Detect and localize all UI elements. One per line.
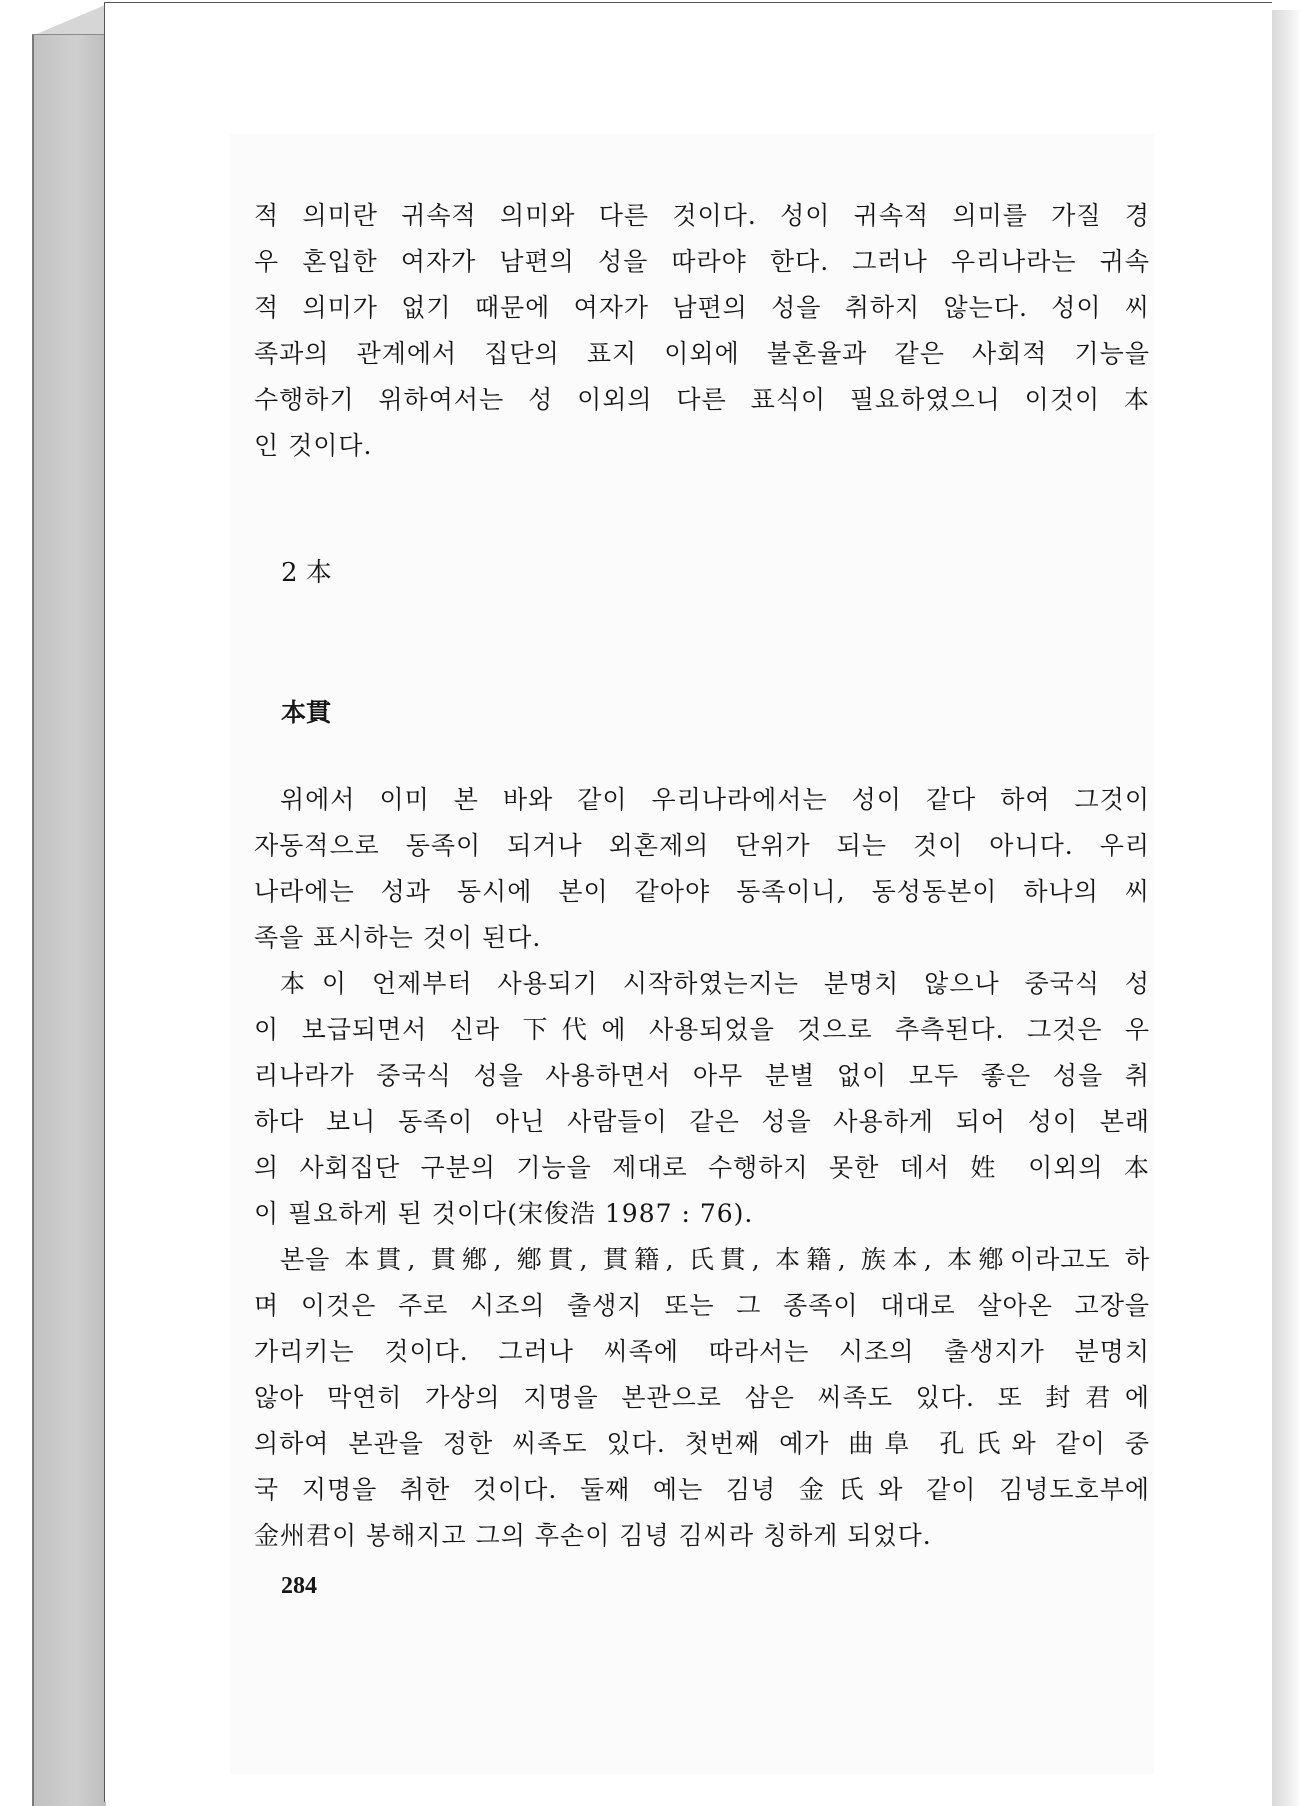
text-line: 적 의미란 귀속적 의미와 다른 것이다. 성이 귀속적 의미를 가질 경 [254,201,1150,230]
text-line: 이 필요하게 된 것이다(宋俊浩 1987 : 76). [254,1199,754,1228]
text-line: 가리키는 것이다. 그러나 씨족에 따라서는 시조의 출생지가 분명치 [254,1337,1150,1366]
text-line: 하다 보니 동족이 아닌 사람들이 같은 성을 사용하게 되어 성이 본래 [254,1107,1150,1136]
text-line: 국 지명을 취한 것이다. 둘째 예는 김녕 金氏와 같이 김녕도호부에 [254,1475,1150,1504]
text-line: 자동적으로 동족이 되거나 외혼제의 단위가 되는 것이 아니다. 우리 [254,831,1150,860]
text-line: 족과의 관계에서 집단의 표지 이외에 불혼율과 같은 사회적 기능을 [254,339,1150,368]
body-text [254,777,1150,1559]
text-line: 의하여 본관을 정한 씨족도 있다. 첫번째 예가 曲阜 孔氏와 같이 중 [254,1429,1150,1458]
text-line: 본을 本貫, 貫鄕, 鄕貫, 貫籍, 氏貫, 本籍, 族本, 本鄕이라고도 하 [280,1245,1150,1274]
text-line: 나라에는 성과 동시에 본이 같아야 동족이니, 동성동본이 하나의 씨 [254,877,1150,906]
text-line: 우 혼입한 여자가 남편의 성을 따라야 한다. 그러나 우리나라는 귀속 [254,247,1150,276]
text-line: 의 사회집단 구분의 기능을 제대로 수행하지 못한 데서 姓 이외의 本 [254,1153,1150,1182]
book-spine [32,34,106,1806]
section-heading: 2 本 [281,558,332,588]
page-number: 284 [281,1573,317,1599]
text-line: 本이 언제부터 사용되기 시작하였는지는 분명치 않으나 중국식 성 [280,969,1150,998]
page-shadow [1272,10,1302,1806]
continued-paragraph [254,193,1150,469]
text-line: 위에서 이미 본 바와 같이 우리나라에서는 성이 같다 하여 그것이 [280,785,1150,814]
text-line: 金州君이 봉해지고 그의 후손이 김녕 김씨라 칭하게 되었다. [254,1521,932,1550]
text-line: 수행하기 위하여서는 성 이외의 다른 표식이 필요하였으니 이것이 本 [254,385,1150,414]
book-top-edge [32,2,112,36]
subheading: 本貫 [281,698,332,727]
text-line: 족을 표시하는 것이 된다. [254,923,542,952]
text-line: 인 것이다. [254,431,373,460]
text-line: 며 이것은 주로 시조의 출생지 또는 그 종족이 대대로 살아온 고장을 [254,1291,1150,1320]
text-line: 이 보급되면서 신라 下代에 사용되었을 것으로 추측된다. 그것은 우 [254,1015,1150,1044]
text-line: 리나라가 중국식 성을 사용하면서 아무 분별 없이 모두 좋은 성을 취 [254,1061,1150,1090]
text-line: 적 의미가 없기 때문에 여자가 남편의 성을 취하지 않는다. 성이 씨 [254,293,1150,322]
text-line: 않아 막연히 가상의 지명을 본관으로 삼은 씨족도 있다. 또 封君에 [254,1383,1150,1412]
